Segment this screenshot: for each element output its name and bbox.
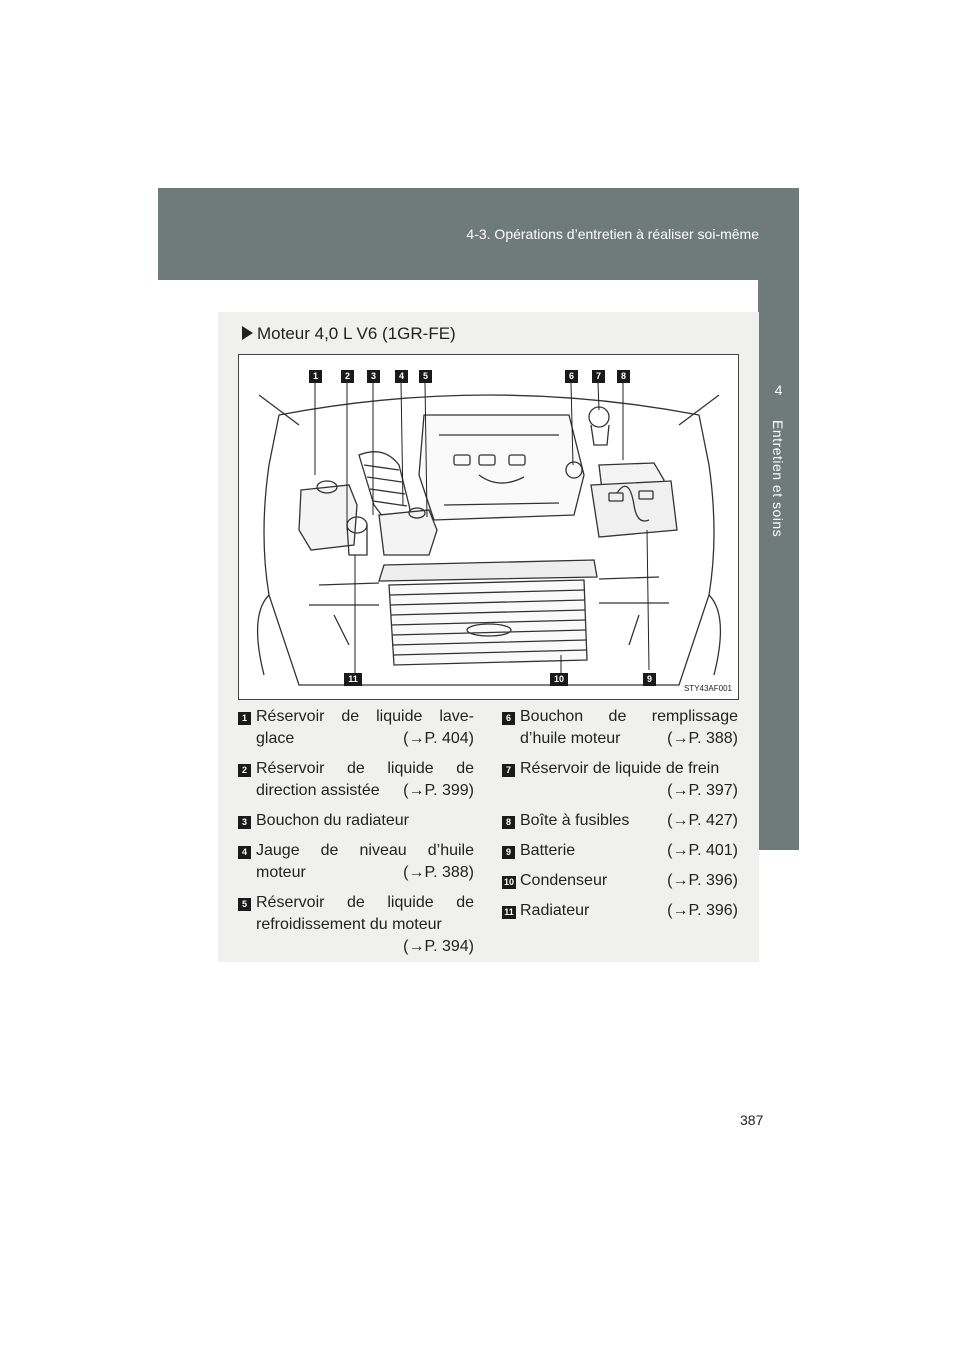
triangle-bullet-icon <box>242 326 253 340</box>
item-ref: (→P. 401) <box>667 842 738 859</box>
item-text: Bouchon de remplissage d’huile moteur <box>520 708 738 747</box>
callout-6: 6 <box>565 370 578 383</box>
item-number: 2 <box>238 764 251 777</box>
item-text: Jauge de niveau d’huile moteur <box>256 842 474 881</box>
chapter-number: 4 <box>774 382 783 398</box>
header-title: 4-3. Opérations d’entretien à réaliser soi-même <box>466 226 759 242</box>
item-ref: (→P. 394) <box>403 938 474 955</box>
legend-list-left <box>238 706 474 966</box>
item-ref: (→P. 396) <box>667 902 738 919</box>
section-title <box>242 324 456 344</box>
item-number: 3 <box>238 816 251 829</box>
item-ref: (→P. 396) <box>667 872 738 889</box>
engine-drawing <box>239 355 739 700</box>
item-text: Réservoir de liquide de refroidissement du moteur <box>256 894 474 933</box>
list-item <box>502 758 738 802</box>
list-item <box>238 892 474 958</box>
item-text: Boîte à fusibles <box>520 812 630 829</box>
content-panel <box>218 312 759 962</box>
chapter-label: Entretien et soins <box>770 420 786 538</box>
callout-8: 8 <box>617 370 630 383</box>
item-number: 7 <box>502 764 515 777</box>
item-number: 4 <box>238 846 251 859</box>
callout-7: 7 <box>592 370 605 383</box>
item-text: Condenseur <box>520 872 608 889</box>
callout-4: 4 <box>395 370 408 383</box>
list-item <box>502 840 738 862</box>
item-ref: (→P. 388) <box>403 864 474 881</box>
list-item <box>502 870 738 892</box>
item-text: Réservoir de liquide lave-glace <box>256 708 474 747</box>
item-number: 8 <box>502 816 515 829</box>
legend-list-right <box>502 706 738 930</box>
item-text: Réservoir de liquide de direction assistée <box>256 760 474 799</box>
item-ref: (→P. 399) <box>403 782 474 799</box>
list-item <box>238 758 474 802</box>
engine-diagram <box>238 354 739 700</box>
item-text: Bouchon du radiateur <box>256 812 409 829</box>
callout-3: 3 <box>367 370 380 383</box>
item-number: 5 <box>238 898 251 911</box>
section-title-text: Moteur 4,0 L V6 (1GR-FE) <box>257 324 456 343</box>
item-text: Réservoir de liquide de frein <box>520 760 720 777</box>
item-number: 11 <box>502 906 516 919</box>
list-item <box>238 810 474 832</box>
item-ref: (→P. 388) <box>667 730 738 747</box>
item-ref: (→P. 397) <box>667 782 738 799</box>
item-number: 1 <box>238 712 251 725</box>
item-ref: (→P. 427) <box>667 812 738 829</box>
item-ref: (→P. 404) <box>403 730 474 747</box>
callout-11: 11 <box>344 673 362 686</box>
item-number: 6 <box>502 712 515 725</box>
item-number: 9 <box>502 846 515 859</box>
figure-code: STY43AF001 <box>683 684 732 693</box>
page-header <box>158 188 799 280</box>
list-item <box>238 840 474 884</box>
list-item <box>238 706 474 750</box>
list-item <box>502 810 738 832</box>
item-text: Radiateur <box>520 902 590 919</box>
list-item <box>502 706 738 750</box>
item-text: Batterie <box>520 842 576 859</box>
callout-9: 9 <box>643 673 656 686</box>
list-item <box>502 900 738 922</box>
callout-2: 2 <box>341 370 354 383</box>
page-number: 387 <box>740 1112 764 1128</box>
callout-10: 10 <box>550 673 568 686</box>
callout-5: 5 <box>419 370 432 383</box>
callout-1: 1 <box>309 370 322 383</box>
item-number: 10 <box>503 877 514 887</box>
chapter-side-tab <box>758 280 799 850</box>
